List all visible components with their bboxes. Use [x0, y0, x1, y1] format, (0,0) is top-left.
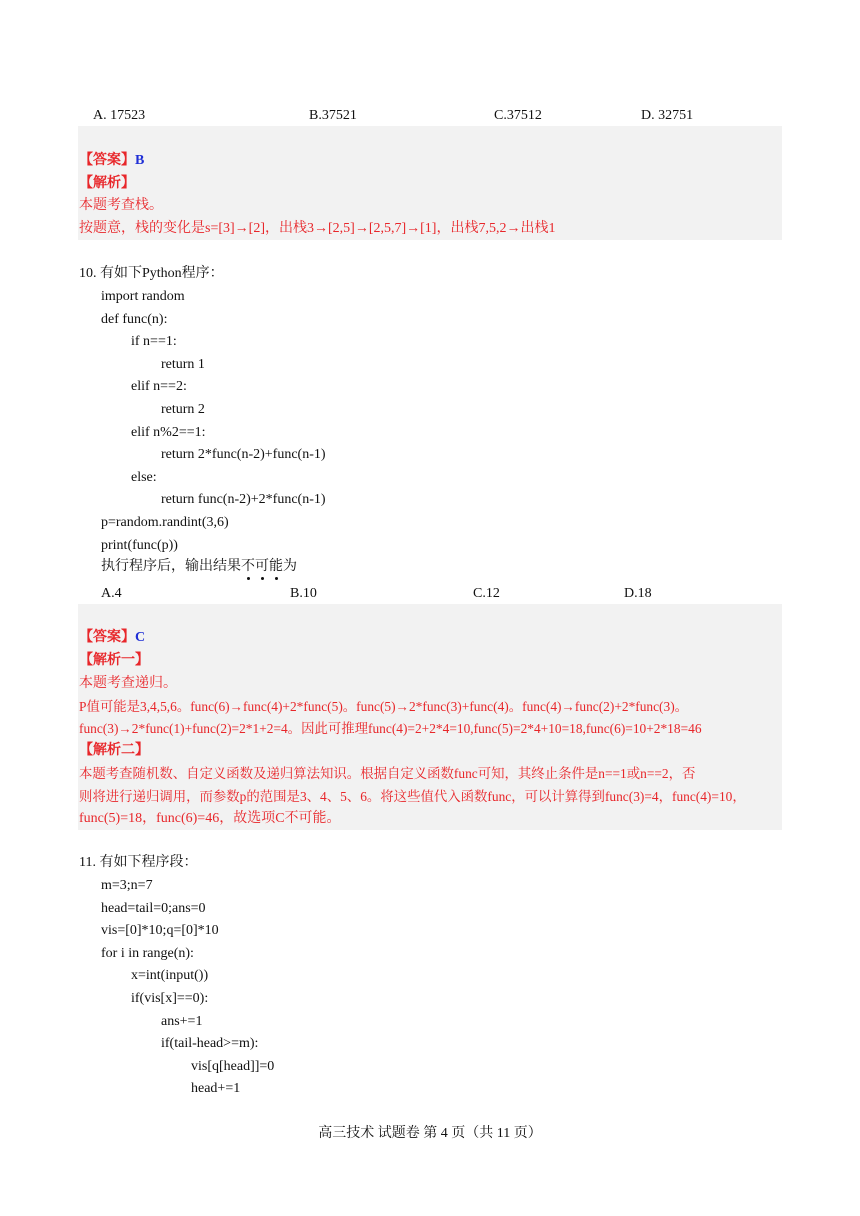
q10-analysis1-label: 【解析一】 [79, 653, 149, 668]
emphasis-char: 不 [241, 557, 255, 577]
q10-option-c: C.12 [473, 586, 500, 601]
q10-question-prefix: 执行程序后，输出结果 [101, 559, 241, 574]
q10-stem: 10. 有如下Python程序： [79, 266, 224, 281]
page-footer: 高三技术 试题卷 第 4 页（共 11 页） [318, 1126, 542, 1141]
code-line: p=random.randint(3,6) [101, 515, 229, 530]
code-line: if(tail-head>=m): [161, 1036, 259, 1052]
code-line: else: [131, 469, 157, 485]
q10-option-a: A.4 [101, 586, 122, 601]
q11-stem: 11. 有如下程序段： [79, 855, 198, 870]
q10-question [101, 557, 297, 577]
q10-analysis2-line-3: func(5)=18，func(6)=46，故选项C不可能。 [79, 811, 341, 826]
q9-option-a: A. 17523 [93, 108, 146, 123]
q9-analysis-line-1: 本题考查栈。 [79, 198, 163, 213]
q9-answer [79, 151, 144, 171]
q10-option-b: B.10 [290, 586, 317, 601]
code-line: for i in range(n): [101, 945, 194, 961]
q10-answer [79, 628, 145, 648]
code-line: print(func(p)) [101, 537, 178, 553]
code-line: return func(n-2)+2*func(n-1) [161, 492, 326, 508]
q10-analysis2-line-1: 本题考查随机数、自定义函数及递归算法知识。根据自定义函数func可知，其终止条件是n==1或n==2，否 [79, 766, 696, 781]
q9-option-d: D. 32751 [641, 108, 694, 123]
code-line: ans+=1 [161, 1013, 203, 1029]
code-line: return 2 [161, 402, 205, 417]
code-line: def func(n): [101, 311, 168, 327]
code-line: vis[q[head]]=0 [191, 1058, 275, 1074]
code-line: m=3;n=7 [101, 878, 153, 893]
code-line: return 2*func(n-2)+func(n-1) [161, 447, 326, 463]
q9-option-c: C.37512 [494, 108, 542, 123]
q10-analysis2-line-2: 则将进行递归调用，而参数p的范围是3、4、5、6。将这些值代入函数func，可以计算得到func(3)=4，func(4)=10， [79, 789, 746, 804]
code-line: elif n==2: [131, 379, 187, 395]
emphasis-char: 可 [255, 557, 269, 577]
emphasis-char: 能 [269, 557, 283, 577]
code-line: head=tail=0;ans=0 [101, 900, 206, 916]
code-line: x=int(input()) [131, 968, 209, 984]
q9-analysis-label: 【解析】 [79, 176, 135, 191]
q10-analysis1-line-2: P值可能是3,4,5,6。func(6)→func(4)+2*func(5)。func(5)→2*func(3)+func(4)。func(4)→func(2)+2*func(3)。 [79, 699, 689, 714]
code-line: return 1 [161, 356, 205, 372]
q9-analysis-line-2: 按题意，栈的变化是s=[3]→[2]，出栈3→[2,5]→[2,5,7]→[1]，出栈7,5,2→出栈1 [79, 221, 556, 236]
q10-answer-label: 【答案】 [79, 630, 135, 645]
q10-analysis1-line-1: 本题考查递归。 [79, 676, 177, 691]
code-line: elif n%2==1: [131, 424, 206, 440]
code-line: head+=1 [191, 1081, 241, 1097]
code-line: vis=[0]*10;q=[0]*10 [101, 923, 219, 939]
q10-answer-value: C [135, 630, 146, 645]
q10-question-emphasis [241, 559, 283, 574]
q10-analysis1-line-3: func(3)→2*func(1)+func(2)=2*1+2=4。因此可推理func(4)=2+2*4=10,func(5)=2*4+10=18,func(6)=10+2*18=46 [79, 721, 702, 736]
code-line: import random [101, 289, 185, 304]
code-line: if(vis[x]==0): [131, 991, 209, 1006]
code-line: if n==1: [131, 334, 177, 350]
q10-question-suffix: 为 [283, 559, 297, 574]
q9-option-b: B.37521 [309, 108, 357, 123]
q10-analysis2-label: 【解析二】 [79, 743, 149, 758]
q9-answer-label: 【答案】 [79, 153, 135, 168]
q10-option-d: D.18 [624, 586, 652, 601]
q9-answer-value: B [135, 153, 145, 168]
